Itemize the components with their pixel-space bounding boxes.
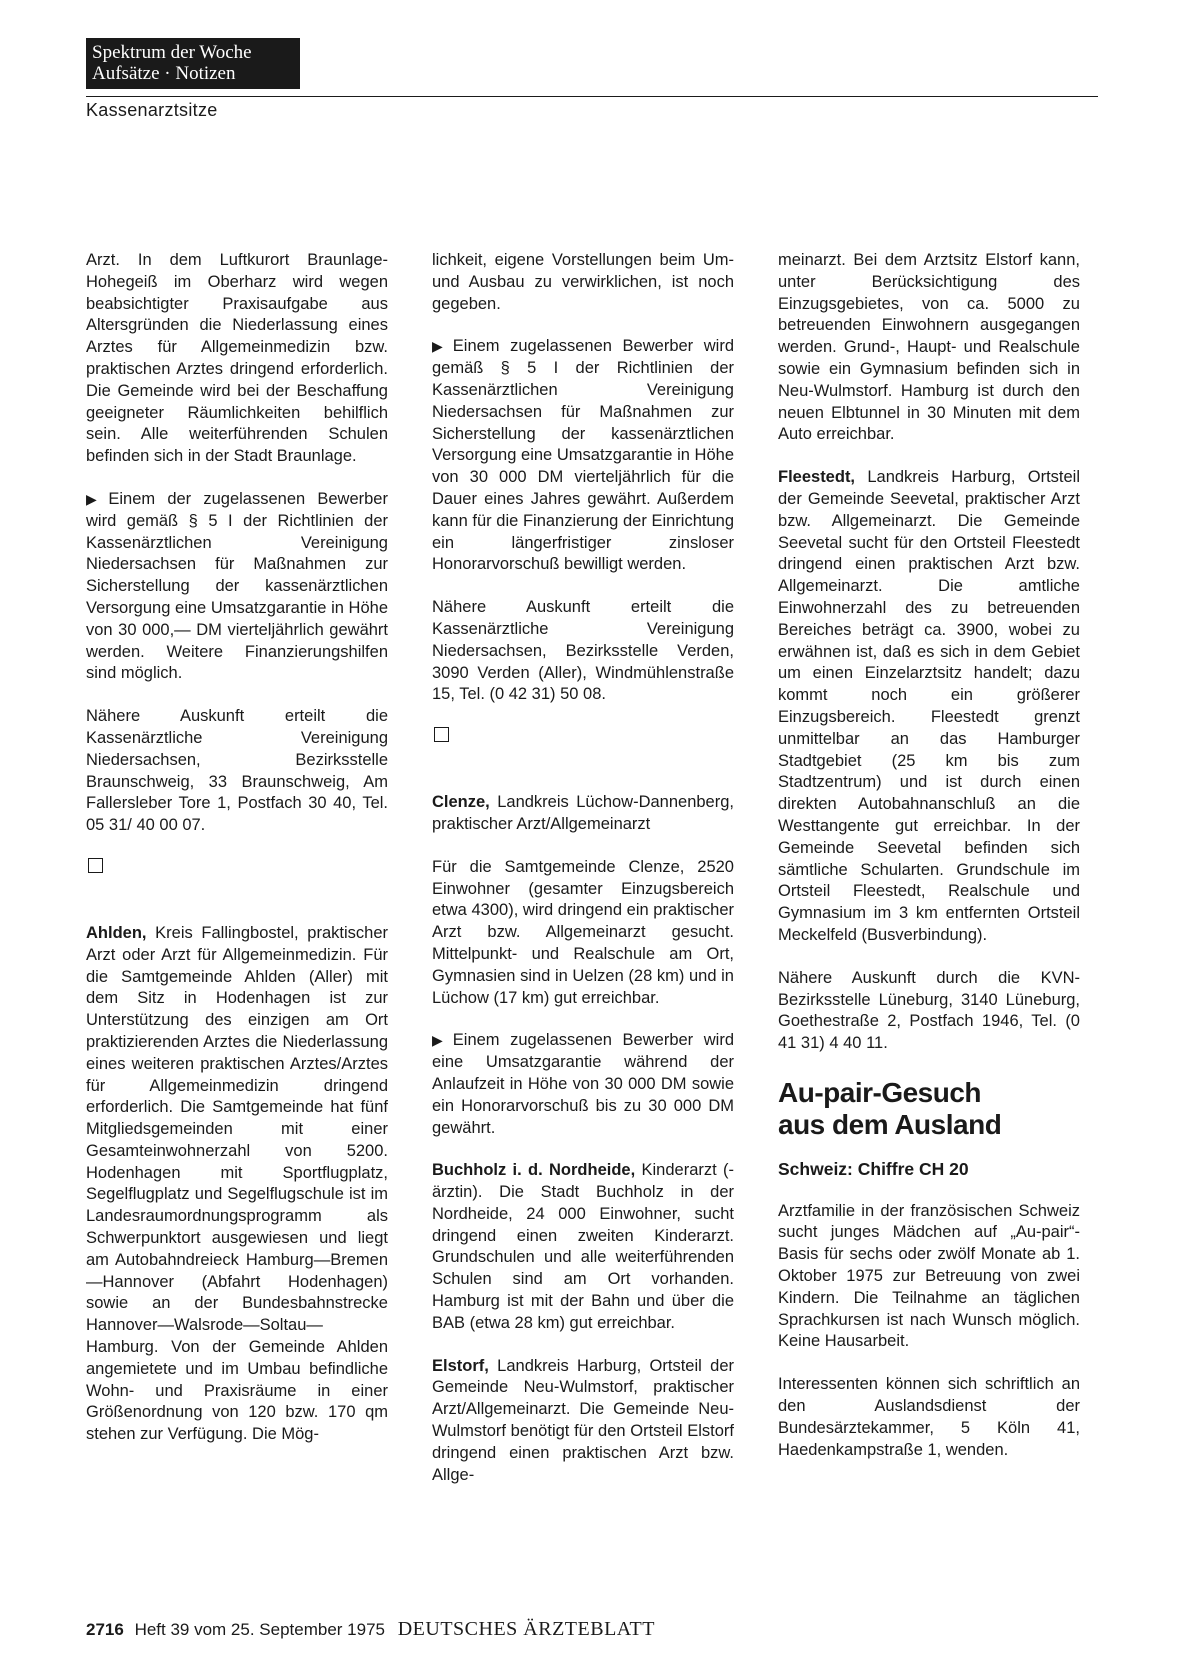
arrow-bullet-icon: ▶ [432, 1032, 449, 1049]
paragraph: ▶ Einem der zugelassenen Bewerber wird gemäß § 5 I der Richtlinien der Kassenärztlichen Vereinigung Niedersachsen für Maßnahmen zur Sicherstellung der kassenärztlichen Versorgung eine Umsatzgarantie in Höhe von 30 000,— DM vierteljährlich gewährt werden. Weitere Finanzierungshilfen sind möglich. [86, 489, 388, 683]
paragraph: lichkeit, eigene Vorstellungen beim Um- und Ausbau zu verwirklichen, ist noch gegeben. [432, 251, 734, 313]
section-header-box [86, 38, 300, 89]
paragraph: Interessenten können sich schriftlich an den Auslandsdienst der Bundesärztekammer, 5 Köln 41, Haedenkampstraße 1, wenden. [778, 1375, 1080, 1459]
page-footer [86, 1618, 655, 1641]
paragraph: Arzt. In dem Luftkurort Braunlage-Hohegeiß im Oberharz wird wegen beabsichtigter Praxisaufgabe aus Altersgründen die Niederlassung eines Arztes für Allgemeinmedizin bzw. praktischen Arztes dringend erforderlich. Die Gemeinde wird bei der Beschaffung geeigneter Räumlichkeiten behilflich sein. Alle weiterführenden Schulen befinden sich in der Stadt Braunlage. [86, 251, 388, 466]
paragraph: Buchholz i. d. Nordheide, Kinderarzt (-ärztin). Die Stadt Buchholz in der Nordheide, 24 000 Einwohner, sucht dringend einen zweiten Kinderarzt. Grundschulen und alle weiterführenden Schulen sind am Ort vorhanden. Hamburg ist mit der Bahn und über die BAB (etwa 28 km) gut erreichbar. [432, 1161, 735, 1332]
paragraph: Nähere Auskunft erteilt die Kassenärztliche Vereinigung Niedersachsen, Bezirksstelle Verden, 3090 Verden (Aller), Windmühlenstraße 15, Tel. (0 42 31) 50 08. [432, 598, 734, 704]
paragraph: Nähere Auskunft durch die KVN-Bezirksstelle Lüneburg, 3140 Lüneburg, Goethestraße 2, Postfach 1946, Tel. (0 41 31) 4 40 11. [778, 968, 1080, 1053]
place-name: Ahlden, [86, 923, 147, 942]
journal-name: DEUTSCHES ÄRZTEBLATT [397, 1618, 655, 1640]
issue-info: Heft 39 vom 25. September 1975 [134, 1620, 385, 1639]
place-name: Buchholz i. d. Nordheide, [432, 1161, 636, 1180]
place-name: Clenze, [432, 793, 490, 812]
header-line-1: Spektrum der Woche [92, 42, 252, 63]
paragraph: Für die Samtgemeinde Clenze, 2520 Einwohner (gesamter Einzugsbereich etwa 4300), wird dringend ein praktischer Arzt bzw. Allgemeinarzt gesucht. Mittelpunkt- und Realschule am Ort, Gymnasien sind in Uelzen (28 km) und in Lüchow (17 km) gut erreichbar. [432, 857, 734, 1007]
header-line-2: Aufsätze · Notizen [92, 63, 236, 84]
paragraph: meinarzt. Bei dem Arztsitz Elstorf kann, unter Berücksichtigung des Einzugsgebietes, von ca. 5000 zu betreuenden Einwohnern ausgegangen werden. Grund-, Haupt- und Realschule sowie ein Gymnasium befinden sich in Neu-Wulmstorf. Hamburg ist durch den neuen Elbtunnel in 30 Minuten mit dem Auto erreichbar. [778, 251, 1080, 444]
section-box-icon [88, 858, 103, 873]
header-rule [86, 96, 1098, 97]
arrow-bullet-icon: ▶ [432, 338, 449, 355]
paragraph: Clenze, Landkreis Lüchow-Dannenberg, praktischer Arzt/Allgemeinarzt [432, 793, 734, 833]
arrow-bullet-icon: ▶ [86, 490, 105, 507]
article-subhead: Schweiz: Chiffre CH 20 [778, 1158, 969, 1179]
paragraph: Arztfamilie in der französischen Schweiz sucht junges Mädchen auf „Au-pair“-Basis für sechs oder zwölf Monate ab 1. Oktober 1975 zur Betreuung von zwei Kindern. Die Teilnahme an täglichen Sprachkursen ist nach Wunsch möglich. Keine Hausarbeit. [778, 1201, 1080, 1351]
paragraph: Nähere Auskunft erteilt die Kassenärztliche Vereinigung Niedersachsen, Bezirksstelle Braunschweig, 33 Braunschweig, Am Fallersleber Tore 1, Postfach 30 40, Tel. 05 31/ 40 00 07. [86, 707, 388, 835]
section-box-icon [434, 727, 449, 742]
paragraph: ▶ Einem zugelassenen Bewerber wird gemäß § 5 I der Richtlinien der Kassenärztlichen Vereinigung Niedersachsen für Maßnahmen zur Sicherstellung der kassenärztlichen Versorgung eine Umsatzgarantie in Höhe von 30 000 DM vierteljährlich für die Dauer eines Jahres gewährt. Außerdem kann für die Finanzierung der Einrichtung ein längerfristiger zinsloser Honorarvorschuß bewilligt werden. [432, 337, 734, 574]
column-2 [432, 250, 734, 1507]
paragraph: Ahlden, Kreis Fallingbostel, praktischer Arzt oder Arzt für Allgemeinmedizin. Für die Samtgemeinde Ahlden (Aller) mit dem Sitz in Hodenhagen ist zur Unterstützung des einzigen am Ort praktizierenden Arztes die Niederlassung eines weiteren praktischen Arztes/Arztes für Allgemeinmedizin dringend erforderlich. Die Samtgemeinde hat fünf Mitgliedsgemeinden mit einer Gesamteinwohnerzahl von 5200. Hodenhagen mit Sportflugplatz, Segelflugplatz und Segelflugschule ist im Landesraumordnungsprogramm als Schwerpunktort ausgewiesen und liegt am Autobahndreieck Hamburg—Bremen—Hannover (Abfahrt Hodenhagen) sowie an der Bundesbahnstrecke Hannover—Walsrode—Soltau—Hamburg. Von der Gemeinde Ahlden angemietete und im Umbau befindliche Wohn- und Praxisräume in einer Größenordnung von 120 bzw. 170 qm stehen zur Verfügung. Die Mög- [86, 923, 388, 1444]
section-label: Kassenarztsitze [86, 100, 218, 120]
place-name: Elstorf, [432, 1356, 489, 1375]
column-1 [86, 250, 388, 1467]
place-name: Fleestedt, [778, 468, 856, 487]
paragraph: Fleestedt, Landkreis Harburg, Ortsteil der Gemeinde Seevetal, praktischer Arzt bzw. Allgemeinarzt. Die Gemeinde Seevetal sucht für den Ortsteil Fleestedt dringend einen praktischen Arzt bzw. Allgemeinarzt. Die amtliche Einwohnerzahl des zu betreuenden Bereiches beträgt ca. 3900, wobei zu erwähnen ist, daß es sich in dem Gebiet um einen Einzelarztsitz handelt; dazu kommt noch ein größerer Einzugsbereich. Fleestedt grenzt unmittelbar an das Hamburger Stadtgebiet (25 km bis zum Stadtzentrum) und ist durch einen direkten Autobahnanschluß an die Westtangente gut erreichbar. In der Gemeinde Seevetal befinden sich sämtliche Schularten. Grundschule im Ortsteil Fleestedt, Realschule und Gymnasium im 3 km entfernten Ortsteil Meckelfeld (Busverbindung). [778, 468, 1080, 944]
column-3 [778, 250, 1080, 1482]
paragraph: ▶ Einem zugelassenen Bewerber wird eine Umsatzgarantie während der Anlaufzeit in Höhe von 30 000 DM sowie ein Honorarvorschuß bis zu 30 000 DM gewährt. [432, 1031, 734, 1137]
article-headline: Au-pair-Gesuch aus dem Ausland [778, 1076, 1002, 1140]
paragraph: Elstorf, Landkreis Harburg, Ortsteil der Gemeinde Neu-Wulmstorf, praktischer Arzt/Allgemeinarzt. Die Gemeinde Neu-Wulmstorf benötigt für den Ortsteil Elstorf dringend einen praktischen Arzt bzw. Allge- [432, 1356, 734, 1484]
page-number: 2716 [86, 1620, 124, 1639]
